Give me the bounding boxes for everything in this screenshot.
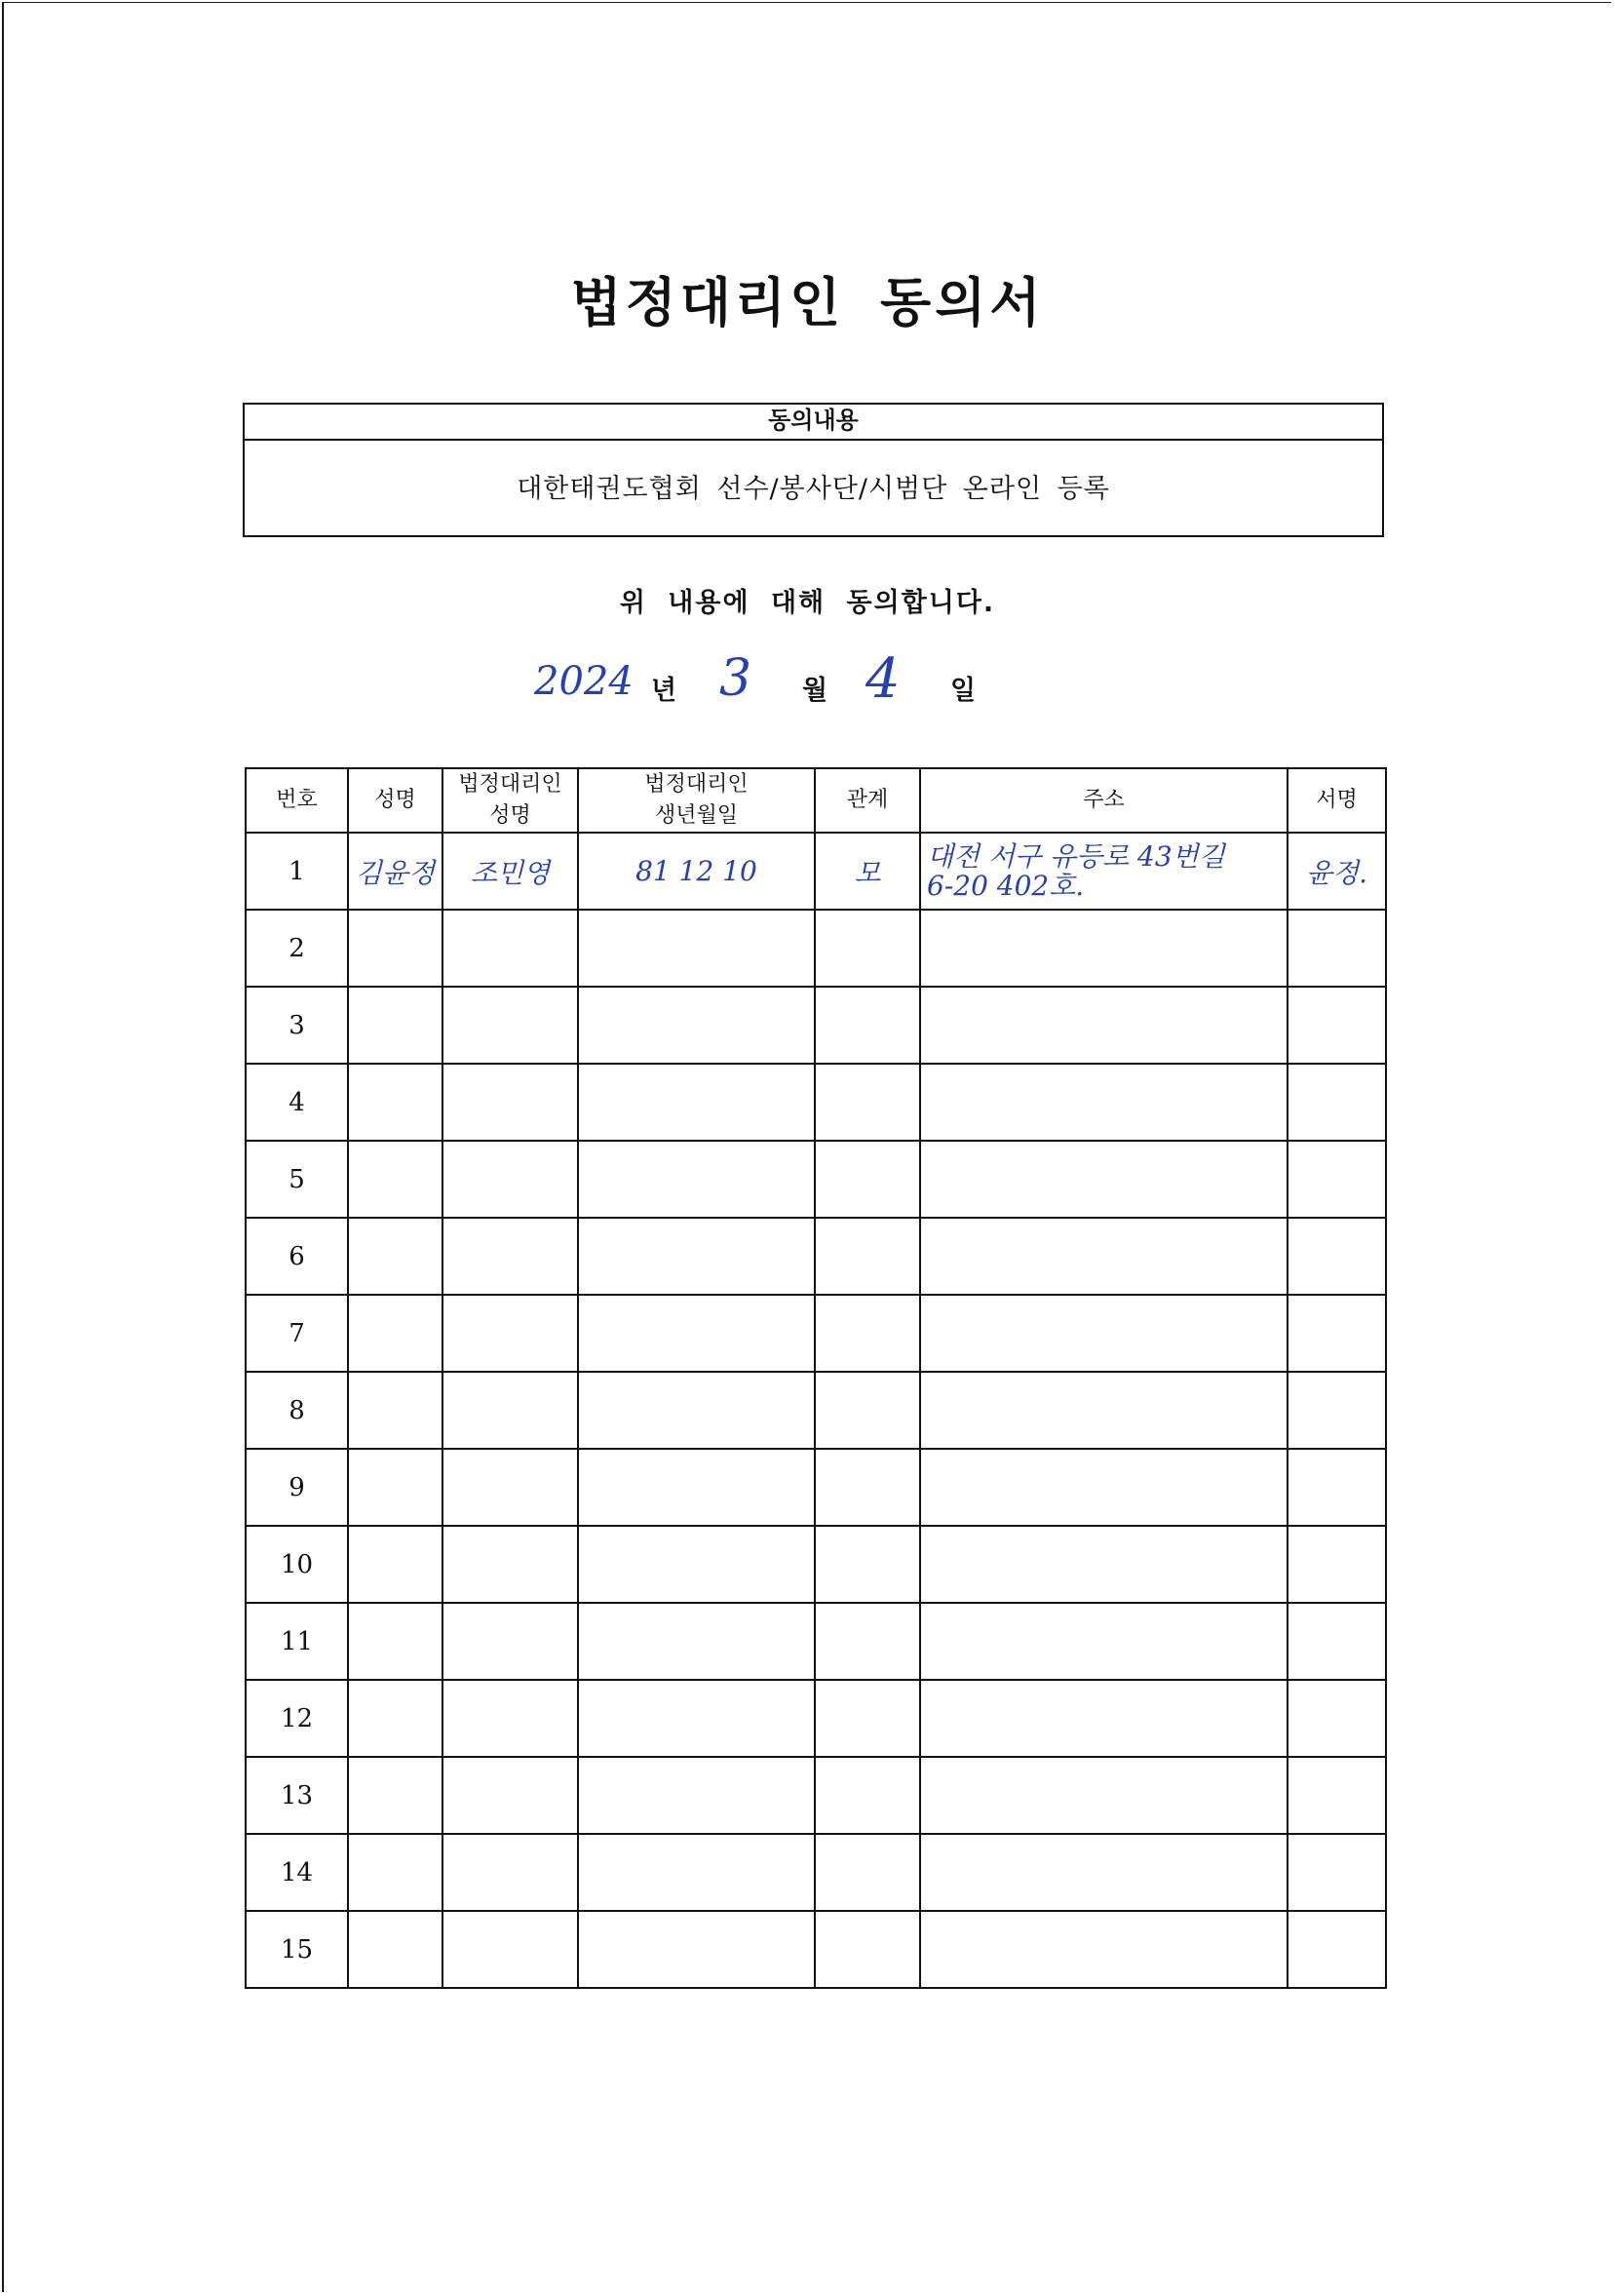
cell-address[interactable] — [920, 910, 1288, 987]
cell-address[interactable] — [920, 1603, 1288, 1680]
cell-signature[interactable] — [1288, 1141, 1386, 1218]
table-row — [246, 1526, 1386, 1603]
table-header-row — [246, 768, 1386, 833]
date-day-value[interactable]: 4 — [865, 647, 901, 711]
cell-address[interactable] — [920, 833, 1288, 910]
cell-address[interactable] — [920, 1449, 1288, 1526]
consent-body: 대한태권도협회 선수/봉사단/시범단 온라인 등록 — [517, 474, 1110, 504]
cell-guardian-birth[interactable] — [578, 1141, 815, 1218]
cell-relation[interactable] — [815, 1372, 920, 1449]
cell-relation[interactable] — [815, 1295, 920, 1372]
cell-name[interactable] — [348, 1218, 442, 1295]
cell-signature[interactable] — [1288, 1680, 1386, 1757]
cell-signature[interactable] — [1288, 1064, 1386, 1141]
cell-relation[interactable] — [815, 1526, 920, 1603]
cell-address[interactable] — [920, 987, 1288, 1064]
cell-guardian-name[interactable] — [442, 1911, 578, 1988]
cell-no: 6 — [246, 1218, 348, 1295]
header-guardian-birth-line1: 법정대리인 — [644, 772, 749, 797]
cell-no: 15 — [246, 1911, 348, 1988]
cell-guardian-birth[interactable] — [578, 1064, 815, 1141]
cell-no: 14 — [246, 1834, 348, 1911]
cell-guardian-name[interactable] — [442, 1680, 578, 1757]
cell-signature[interactable] — [1288, 1603, 1386, 1680]
cell-name[interactable] — [348, 1372, 442, 1449]
header-guardian-birth-line2: 생년월일 — [654, 803, 738, 828]
header-no: 번호 — [246, 768, 348, 833]
cell-name[interactable] — [348, 910, 442, 987]
table-row — [246, 1834, 1386, 1911]
header-relation: 관계 — [815, 768, 920, 833]
cell-guardian-birth[interactable] — [578, 1680, 815, 1757]
cell-guardian-birth[interactable] — [578, 1834, 815, 1911]
cell-guardian-name[interactable] — [442, 1295, 578, 1372]
header-name: 성명 — [348, 768, 442, 833]
date-line — [0, 0, 1615, 741]
cell-address[interactable] — [920, 1064, 1288, 1141]
header-guardian-birth — [578, 768, 815, 833]
cell-name[interactable] — [348, 1603, 442, 1680]
cell-guardian-birth[interactable] — [578, 1757, 815, 1834]
cell-relation[interactable] — [815, 987, 920, 1064]
cell-address[interactable] — [920, 1757, 1288, 1834]
cell-relation[interactable] — [815, 910, 920, 987]
cell-no: 11 — [246, 1603, 348, 1680]
cell-signature[interactable] — [1288, 1526, 1386, 1603]
cell-guardian-name[interactable] — [442, 1603, 578, 1680]
header-address: 주소 — [920, 768, 1288, 833]
cell-guardian-name[interactable] — [442, 1449, 578, 1526]
cell-name[interactable] — [348, 1757, 442, 1834]
cell-signature[interactable] — [1288, 1449, 1386, 1526]
cell-address[interactable] — [920, 1834, 1288, 1911]
cell-guardian-birth[interactable] — [578, 1911, 815, 1988]
consent-header: 동의내용 — [245, 405, 1382, 441]
cell-no: 7 — [246, 1295, 348, 1372]
cell-relation[interactable] — [815, 1911, 920, 1988]
cell-name[interactable]: 김윤정 — [348, 833, 442, 910]
cell-name[interactable] — [348, 1141, 442, 1218]
cell-guardian-name[interactable] — [442, 1218, 578, 1295]
cell-no: 13 — [246, 1757, 348, 1834]
cell-no: 2 — [246, 910, 348, 987]
cell-signature[interactable] — [1288, 1911, 1386, 1988]
cell-signature[interactable] — [1288, 1295, 1386, 1372]
cell-signature[interactable] — [1288, 910, 1386, 987]
cell-relation[interactable] — [815, 1218, 920, 1295]
agreement-text: 위 내용에 대해 동의합니다. — [619, 588, 996, 618]
cell-signature[interactable] — [1288, 1834, 1386, 1911]
header-guardian-name-line2: 성명 — [489, 803, 531, 828]
cell-name[interactable] — [348, 1449, 442, 1526]
cell-relation[interactable] — [815, 1141, 920, 1218]
cell-guardian-name[interactable] — [442, 1526, 578, 1603]
cell-guardian-birth[interactable] — [578, 987, 815, 1064]
cell-guardian-name[interactable] — [442, 910, 578, 987]
cell-address[interactable] — [920, 1911, 1288, 1988]
cell-no: 9 — [246, 1449, 348, 1526]
cell-name[interactable] — [348, 1526, 442, 1603]
cell-signature[interactable] — [1288, 1218, 1386, 1295]
table-row — [246, 1680, 1386, 1757]
cell-name[interactable] — [348, 1064, 442, 1141]
cell-signature[interactable] — [1288, 1372, 1386, 1449]
cell-address[interactable] — [920, 1295, 1288, 1372]
cell-guardian-name[interactable] — [442, 1064, 578, 1141]
table-row — [246, 1372, 1386, 1449]
document-title: 법정대리인 동의서 — [570, 272, 1045, 333]
header-guardian-name-line1: 법정대리인 — [458, 772, 562, 797]
cell-address-line1: 대전 서구 유등로 43번길 — [927, 839, 1225, 873]
header-signature: 서명 — [1288, 768, 1386, 833]
cell-address[interactable] — [920, 1680, 1288, 1757]
cell-no: 3 — [246, 987, 348, 1064]
table-row — [246, 1449, 1386, 1526]
cell-relation[interactable] — [815, 1449, 920, 1526]
date-year-value[interactable]: 2024 — [534, 659, 634, 704]
table-row — [246, 1757, 1386, 1834]
cell-no: 1 — [246, 833, 348, 910]
cell-name[interactable] — [348, 1680, 442, 1757]
cell-guardian-birth[interactable] — [578, 1372, 815, 1449]
table-row — [246, 1064, 1386, 1141]
cell-address[interactable] — [920, 1141, 1288, 1218]
cell-name[interactable] — [348, 1834, 442, 1911]
table-row — [246, 1603, 1386, 1680]
table-row — [246, 1295, 1386, 1372]
cell-guardian-name[interactable] — [442, 987, 578, 1064]
guardian-table — [245, 767, 1387, 1989]
cell-signature[interactable] — [1288, 987, 1386, 1064]
cell-address-line2: 6-20 402호. — [927, 869, 1085, 902]
header-guardian-name — [442, 768, 578, 833]
table-row — [246, 1218, 1386, 1295]
cell-no: 10 — [246, 1526, 348, 1603]
cell-guardian-birth[interactable] — [578, 1218, 815, 1295]
cell-guardian-name[interactable] — [442, 1757, 578, 1834]
cell-guardian-birth[interactable] — [578, 1449, 815, 1526]
cell-guardian-name[interactable]: 조민영 — [442, 833, 578, 910]
cell-relation[interactable] — [815, 1064, 920, 1141]
cell-name[interactable] — [348, 1295, 442, 1372]
cell-no: 8 — [246, 1372, 348, 1449]
cell-no: 5 — [246, 1141, 348, 1218]
table-row — [246, 987, 1386, 1064]
cell-guardian-birth[interactable] — [578, 1526, 815, 1603]
cell-guardian-birth[interactable] — [578, 1295, 815, 1372]
cell-relation[interactable] — [815, 1603, 920, 1680]
date-month-label: 월 — [802, 676, 828, 706]
cell-guardian-name[interactable] — [442, 1372, 578, 1449]
cell-address[interactable] — [920, 1372, 1288, 1449]
date-month-value[interactable]: 3 — [719, 649, 752, 708]
cell-guardian-birth[interactable]: 81 12 10 — [578, 833, 815, 910]
cell-no: 4 — [246, 1064, 348, 1141]
cell-guardian-name[interactable] — [442, 1141, 578, 1218]
cell-guardian-birth[interactable] — [578, 1603, 815, 1680]
date-day-label: 일 — [950, 676, 977, 706]
date-year-label: 년 — [651, 676, 677, 706]
table-body — [246, 833, 1386, 1988]
cell-name[interactable] — [348, 987, 442, 1064]
cell-signature[interactable] — [1288, 1757, 1386, 1834]
cell-guardian-birth[interactable] — [578, 910, 815, 987]
cell-signature[interactable]: 윤정. — [1288, 833, 1386, 910]
table-row — [246, 1141, 1386, 1218]
cell-guardian-name[interactable] — [442, 1834, 578, 1911]
table-row — [246, 1911, 1386, 1988]
cell-no: 12 — [246, 1680, 348, 1757]
cell-relation[interactable] — [815, 1680, 920, 1757]
cell-relation[interactable]: 모 — [815, 833, 920, 910]
cell-relation[interactable] — [815, 1757, 920, 1834]
table-row — [246, 910, 1386, 987]
table-row — [246, 833, 1386, 910]
cell-address[interactable] — [920, 1218, 1288, 1295]
cell-relation[interactable] — [815, 1834, 920, 1911]
cell-address[interactable] — [920, 1526, 1288, 1603]
cell-name[interactable] — [348, 1911, 442, 1988]
